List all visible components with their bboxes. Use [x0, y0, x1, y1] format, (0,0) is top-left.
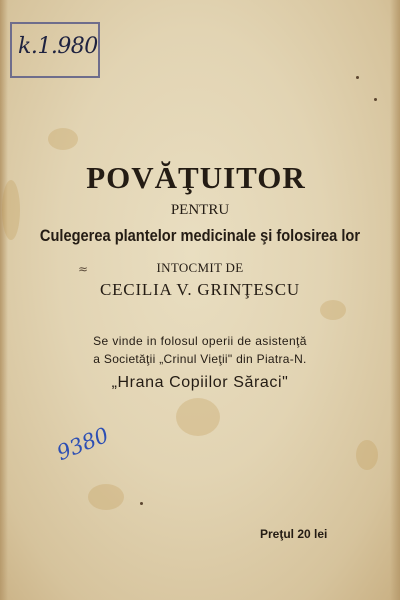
book-subtitle: Culegerea plantelor medicinale şi folosirea lor — [39, 226, 361, 245]
sale-notice-line-1: Se vinde in folosul operii de asistenţă — [93, 334, 307, 348]
handwritten-number: 9380 — [53, 422, 113, 466]
book-title: POVĂŢUITOR — [86, 160, 306, 195]
author-name: CECILIA V. GRINŢESCU — [99, 280, 301, 299]
foxing-stain — [320, 300, 346, 320]
foxing-stain — [176, 398, 220, 436]
ink-dot — [140, 502, 143, 505]
compiled-by-label: INTOCMIT DE — [156, 260, 244, 275]
foxing-stain — [48, 128, 78, 150]
library-stamp — [10, 22, 100, 78]
paper-edge-right — [390, 0, 400, 600]
charity-motto: „Hrana Copiilor Săraci" — [111, 374, 289, 391]
paper-edge-left — [0, 0, 8, 600]
ink-dot — [374, 98, 377, 101]
title-connector: PENTRU — [170, 202, 230, 218]
foxing-stain — [88, 484, 124, 510]
foxing-stain — [356, 440, 378, 470]
handwritten-annotation — [53, 420, 128, 480]
inventory-number: k.1.980 — [18, 34, 98, 59]
pencil-mark: ≈ — [78, 262, 89, 276]
ink-dot — [356, 76, 359, 79]
price-label: Preţul 20 lei — [260, 527, 328, 541]
sale-notice-line-2: a Societăţii „Crinul Vieţii" din Piatra-N. — [93, 352, 307, 366]
